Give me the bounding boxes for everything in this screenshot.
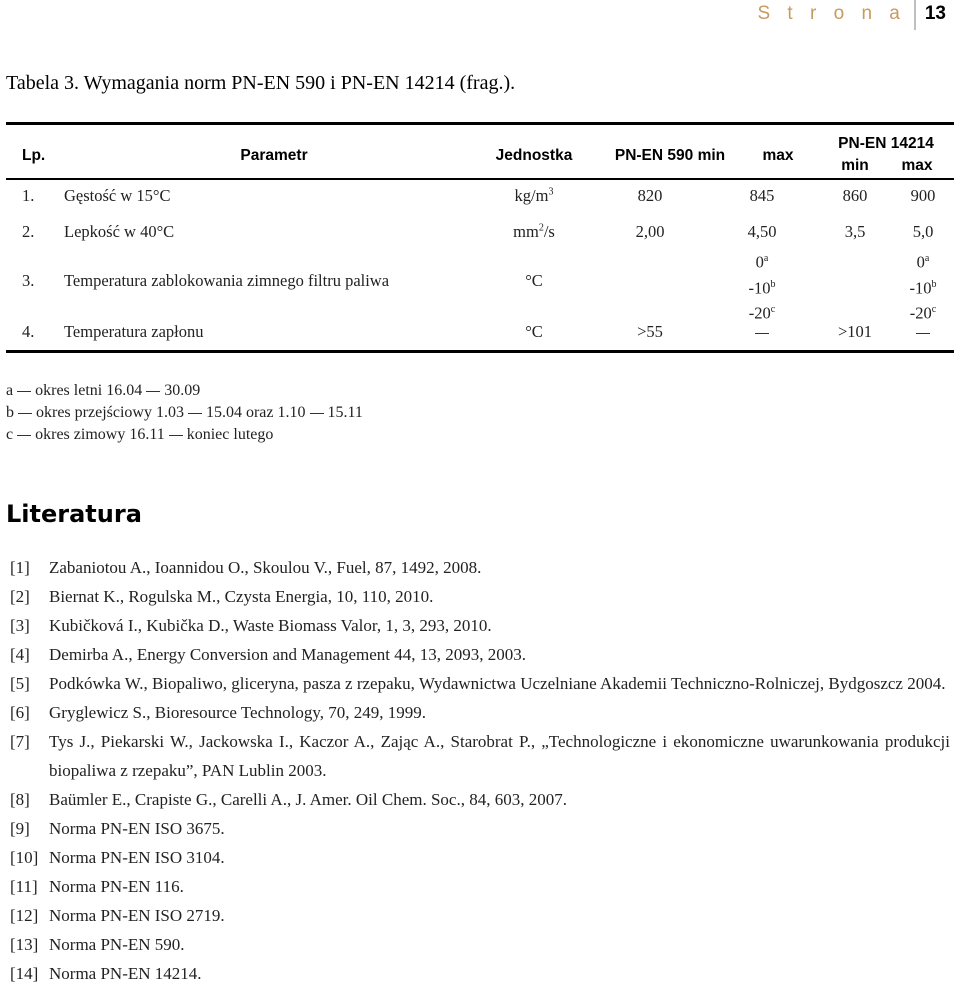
footnote-c: c okres zimowy 16.11 koniec lutego <box>6 426 274 443</box>
row3-en14214-max <box>910 248 937 325</box>
footnote-b: b okres przejściowy 1.03 15.04 oraz 1.10 15.11 <box>6 404 363 421</box>
row3-en590-max-summer: 0$^a$ <box>755 252 769 272</box>
row3-lp: 3. <box>22 271 35 290</box>
reference-item: [9] Norma PN-EN ISO 3675. <box>10 819 225 838</box>
row4-en590-min: >55 <box>637 322 663 341</box>
header-en590-max: max <box>762 147 794 164</box>
reference-item: [14] Norma PN-EN 14214. <box>10 964 202 983</box>
reference-item: [5] Podkówka W., Biopaliwo, gliceryna, pasza z rzepaku, Wydawnictwa Uczelniane Akademii Techniczno-Rolniczej, Bydgoszcz 2004. <box>10 674 946 693</box>
header-en590-min: PN-EN 590 min <box>614 147 726 164</box>
reference-item: [6] Gryglewicz S., Bioresource Technology, 70, 249, 1999. <box>10 703 426 722</box>
row1-unit: $kg/m^3$ <box>514 186 554 205</box>
row1-parametr: Gęstość w 15°C <box>64 186 171 205</box>
row4-lp: 4. <box>22 322 35 341</box>
row3-en590-max-transition: -10$^b$ <box>748 278 776 297</box>
reference-item: [3] Kubičková I., Kubička D., Waste Biomass Valor, 1, 3, 293, 2010. <box>10 616 492 635</box>
row4-en14214-max-dash <box>916 322 930 342</box>
row2-en590-min: 2,00 <box>635 222 665 241</box>
row2-en14214-min: 3,5 <box>844 222 866 241</box>
reference-item: [10] Norma PN-EN ISO 3104. <box>10 848 225 867</box>
row3-en590-max <box>749 248 776 325</box>
row1-lp: 1. <box>22 186 35 205</box>
row2-en14214-max: 5,0 <box>912 222 934 241</box>
reference-item: [4] Demirba A., Energy Conversion and Management 44, 13, 2093, 2003. <box>10 645 527 664</box>
row3-en14214-max-summer: 0$^a$ <box>916 252 930 272</box>
header-lp: Lp. <box>22 147 46 164</box>
table-footnotes <box>6 380 363 446</box>
footnote-a: a okres letni 16.04 30.09 <box>6 382 201 399</box>
row2-parametr: Lepkość w 40°C <box>64 222 175 241</box>
row4-en14214-min: >101 <box>837 322 873 341</box>
reference-item: [7] Tys J., Piekarski W., Jackowska I., Kaczor A., Zając A., Starobrat P., „Technologiczne i ekonomiczne uwarunkowania produkcji biopaliwa z rzepaku”, PAN Lublin 2003. <box>10 732 950 780</box>
row1-en590-min: 820 <box>637 186 663 205</box>
row3-en14214-max-transition: -10$^b$ <box>909 278 937 297</box>
row4-unit: °C <box>525 322 543 341</box>
reference-item: [13] Norma PN-EN 590. <box>10 935 185 954</box>
reference-item: [1] Zabaniotou A., Ioannidou O., Skoulou V., Fuel, 87, 1492, 2008. <box>10 558 482 577</box>
row3-parametr: Temperatura zablokowania zimnego filtru paliwa <box>64 271 390 290</box>
reference-item: [11] Norma PN-EN 116. <box>10 877 184 896</box>
header-parametr: Parametr <box>240 147 308 164</box>
header-en14214-max: max <box>901 157 933 174</box>
reference-item: [8] Baümler E., Crapiste G., Carelli A., J. Amer. Oil Chem. Soc., 84, 603, 2007. <box>10 790 567 809</box>
row2-lp: 2. <box>22 222 35 241</box>
row2-unit: $mm^2/s$ <box>513 222 555 241</box>
literature-heading: Literatura <box>6 500 142 528</box>
page-label: S t r o n a <box>757 3 906 24</box>
reference-item: [2] Biernat K., Rogulska M., Czysta Energia, 10, 110, 2010. <box>10 587 434 606</box>
header-en14214-min: min <box>841 157 869 174</box>
requirements-table <box>6 122 954 354</box>
row1-en590-max: 845 <box>749 186 775 205</box>
row4-en590-max-dash <box>755 322 769 342</box>
reference-list <box>10 553 950 988</box>
header-jednostka: Jednostka <box>495 147 573 164</box>
row3-en14214-max-winter: -20$^c$ <box>909 303 937 323</box>
row1-en14214-min: 860 <box>842 186 868 205</box>
page-header <box>757 0 960 30</box>
reference-item: [12] Norma PN-EN ISO 2719. <box>10 906 225 925</box>
row1-en14214-max: 900 <box>910 186 936 205</box>
page-number: 13 <box>924 3 946 24</box>
table-header-rule <box>6 178 954 180</box>
header-en14214: PN-EN 14214 <box>838 135 934 152</box>
table-bottom-rule <box>6 350 954 353</box>
row3-unit: °C <box>525 271 543 290</box>
table-top-rule <box>6 122 954 125</box>
row3-en590-max-winter: -20$^c$ <box>748 303 776 323</box>
row4-parametr: Temperatura zapłonu <box>64 322 204 341</box>
table-caption: Tabela 3. Wymagania norm PN-EN 590 i PN-EN 14214 (frag.). <box>6 72 516 94</box>
row2-en590-max: 4,50 <box>747 222 777 241</box>
